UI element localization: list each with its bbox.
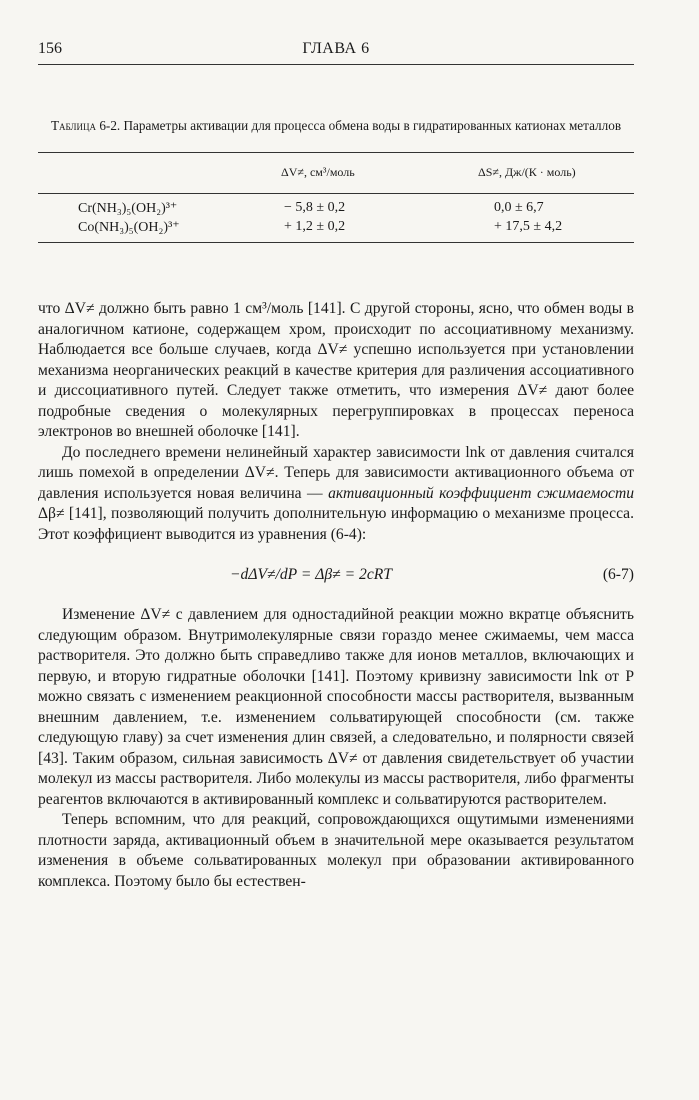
equation: −dΔV≠/dP = Δβ≠ = 2cRT: [230, 566, 392, 583]
table-cell-complex: Cr(NH₃)₅(OH₂)³⁺: [78, 201, 178, 216]
table-label: Таблица 6-2.: [50, 118, 121, 133]
paragraph: что ΔV≠ должно быть равно 1 см³/моль [141]. С другой стороны, ясно, что обмен воды в аналогичном катионе, содержащем хром, происходит по ассоциативному механизму. Наблюдается все больше случаев, когда ΔV≠ успешно используется при установлении механизма неорганических реакций в качестве критерия для различения ассоциативного и диссоциативного путей. Следует также отметить, что измерения ΔV≠ дают более подробные сведения о молекулярных перегруппировках в процессах переноса электронов во внешней оболочке [141].: [38, 300, 634, 440]
table-row: [38, 219, 634, 238]
table-body: [38, 194, 634, 242]
emphasized-term: активационный коэффициент сжимаемости: [328, 484, 634, 502]
column-header-delta-v: ΔV≠, см³/моль: [281, 165, 355, 179]
equation-number: (6-7): [602, 566, 634, 583]
table-cell-complex: Co(NH₃)₅(OH₂)³⁺: [78, 220, 180, 235]
table-cell-delta-v: − 5,8 ± 0,2: [284, 200, 346, 215]
table-row: [38, 200, 634, 219]
body-text: [38, 299, 634, 892]
table-bottom-rule: [38, 242, 634, 243]
page-number: 156: [38, 40, 62, 57]
table-header: [38, 153, 634, 193]
book-page: [38, 40, 634, 892]
equation-block: [38, 545, 634, 605]
paragraph-text: Δβ≠ [141], позволяющий получить дополнительную информацию о механизме процесса. Этот коэффициент выводится из уравнения (6-4):: [38, 505, 634, 543]
table-cell-delta-s: 0,0 ± 6,7: [494, 200, 544, 215]
table-cell-delta-s: + 17,5 ± 4,2: [494, 219, 563, 234]
running-header: [38, 40, 634, 65]
paragraph-text: До последнего времени нелинейный характер зависимости lnk от давления считался лишь помехой в определении ΔV≠. Теперь для зависимости активационного объема от давления используется новая величина —: [38, 443, 634, 502]
table-cell-delta-v: + 1,2 ± 0,2: [284, 219, 346, 234]
chapter-title: ГЛАВА 6: [302, 40, 370, 57]
column-header-delta-s: ΔS≠, Дж/(К · моль): [478, 165, 576, 179]
table-caption-text: Параметры активации для процесса обмена воды в гидратированных катионах металлов: [123, 118, 622, 133]
table-caption: [38, 117, 634, 134]
paragraph: Изменение ΔV≠ с давлением для одностадийной реакции можно вкратце объяснить следующим образом. Внутримолекулярные связи гораздо менее сжимаемы, чем масса растворителя. Это должно быть справедливо также для ионов металлов, включающих и первую, и вторую гидратные оболочки [141]. Поэтому кривизну зависимости lnk от P можно связать с изменением реакционной способности массы растворителя, вызванным внешним давлением, т.е. изменением сольватирующей способности (см. также следующую главу) за счет изменения длин связей, а следовательно, и полярности связей [43]. Таким образом, сильная зависимость ΔV≠ от давления свидетельствует об участии молекул из массы растворителя. Либо молекулы из массы растворителя, либо фрагменты реагентов включаются в активированный комплекс и сольватируются растворителем.: [38, 606, 634, 808]
paragraph: Теперь вспомним, что для реакций, сопровождающихся ощутимыми изменениями плотности заряда, активационный объем в значительной мере оказывается результатом изменения в объеме сольватированных молекул при образовании активированного комплекса. Поэтому было бы естествен-: [38, 811, 634, 890]
paragraph: [38, 443, 634, 546]
